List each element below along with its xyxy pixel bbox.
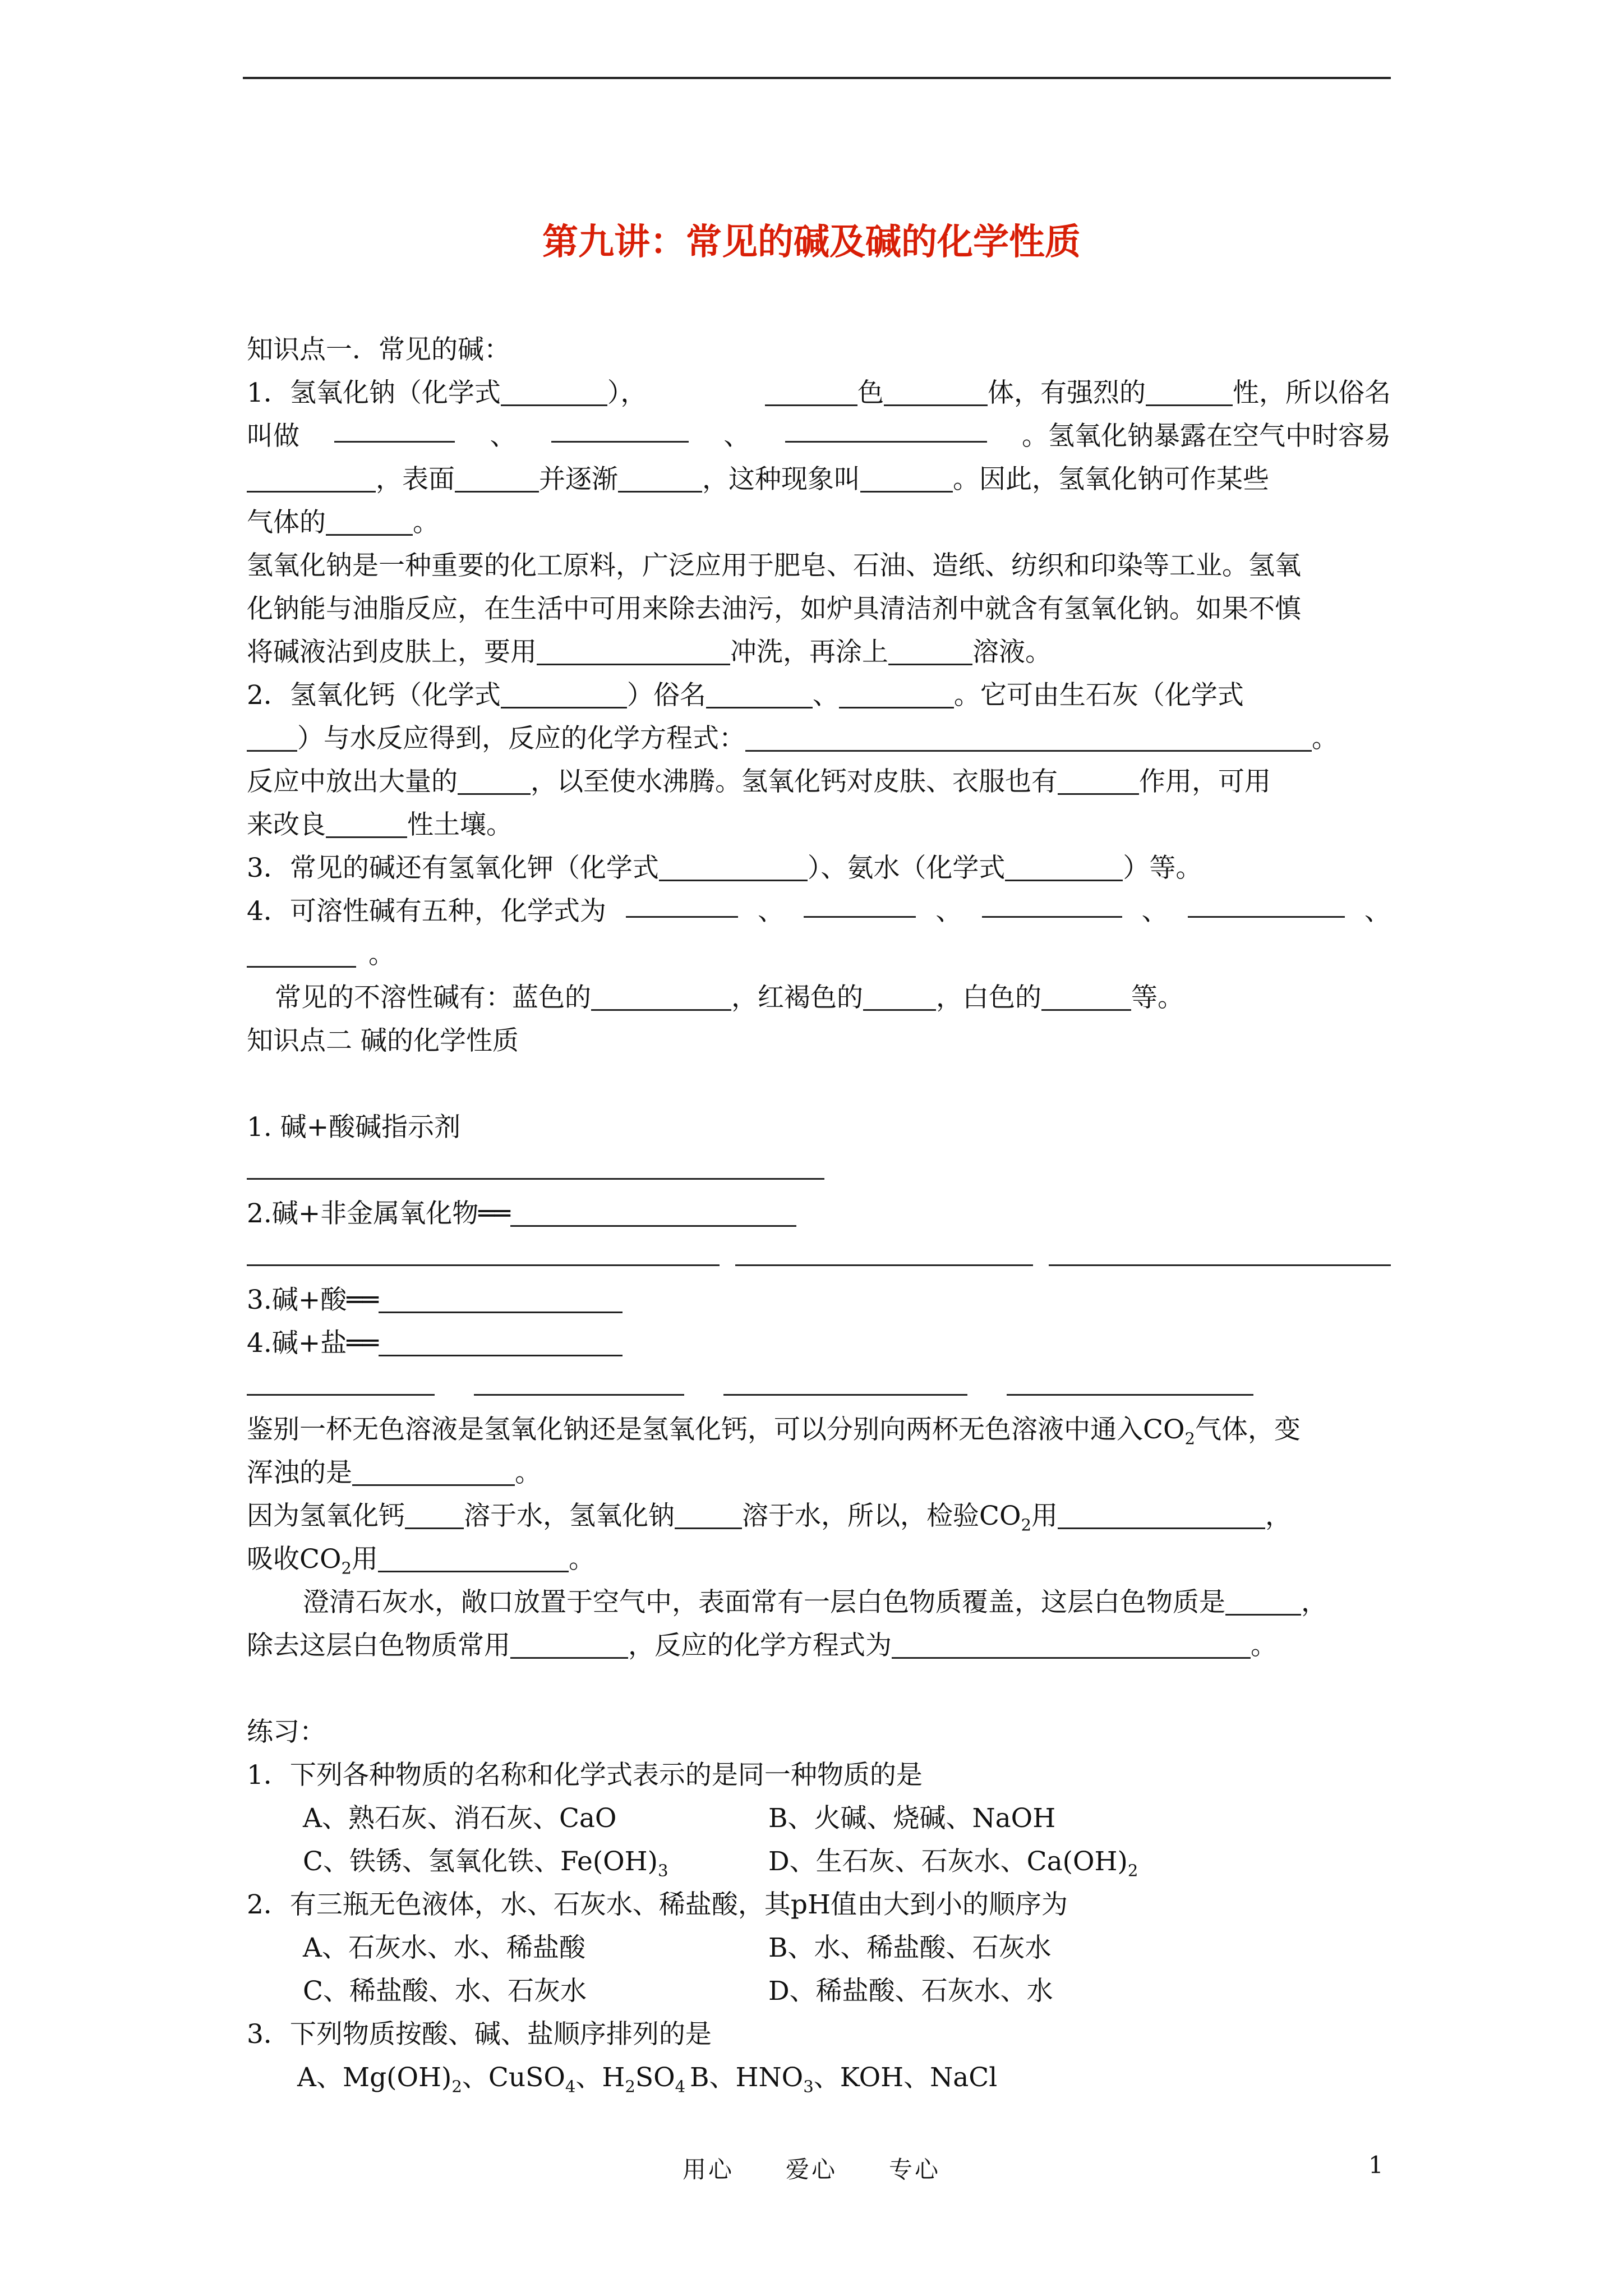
paragraph-1-line-4: 气体的 。 bbox=[247, 507, 439, 538]
blank[interactable] bbox=[551, 415, 689, 443]
blank[interactable] bbox=[1188, 890, 1345, 918]
blank[interactable] bbox=[591, 983, 731, 1011]
option[interactable]: C、稀盐酸、水、石灰水 bbox=[303, 1976, 587, 2007]
question-1-options-ab bbox=[247, 1797, 1391, 1840]
blank[interactable] bbox=[618, 464, 702, 493]
option[interactable]: A、石灰水、水、稀盐酸 bbox=[303, 1932, 585, 1963]
question-1-options-cd bbox=[247, 1840, 1391, 1883]
blank[interactable] bbox=[1005, 853, 1123, 881]
blank[interactable] bbox=[379, 1328, 623, 1356]
answer-line-row bbox=[247, 1149, 1391, 1192]
option[interactable]: A、$Mg(OH)_2$、CuSO$_4$、$H_2SO_4$ bbox=[297, 2062, 686, 2096]
blank[interactable] bbox=[537, 637, 730, 665]
blank[interactable] bbox=[659, 853, 808, 881]
blank[interactable] bbox=[626, 890, 738, 918]
blank[interactable] bbox=[839, 680, 954, 708]
blank[interactable] bbox=[745, 724, 1312, 752]
naoh-text-line-2: 化钠能与油脂反应，在生活中可用来除去油污，如炉具清洁剂中就含有氢氧化钠。如果不慎 bbox=[247, 593, 1301, 624]
blank[interactable] bbox=[458, 767, 531, 795]
answer-line[interactable] bbox=[723, 1393, 967, 1396]
question-2-options-ab bbox=[247, 1926, 1391, 1970]
blank[interactable] bbox=[1058, 1501, 1265, 1529]
paragraph-1-line-3: ，表面 并逐渐 ，这种现象叫 。因此，氢氧化钠可作某些 bbox=[247, 458, 1391, 501]
section-heading-2: 知识点二 碱的化学性质 bbox=[247, 1025, 519, 1056]
blank[interactable] bbox=[334, 415, 455, 443]
blank[interactable] bbox=[326, 810, 407, 838]
blank[interactable] bbox=[501, 378, 607, 406]
property-2: 2.碱+非金属氧化物══ bbox=[247, 1192, 1391, 1235]
page-number: 1 bbox=[1368, 2151, 1384, 2179]
answer-line[interactable] bbox=[474, 1393, 684, 1396]
question-2: 2．有三瓶无色液体，水、石灰水、稀盐酸，其pH值由大到小的顺序为 bbox=[247, 1889, 1068, 1920]
blank[interactable] bbox=[352, 1458, 515, 1486]
question-3: 3．下列物质按酸、碱、盐顺序排列的是 bbox=[247, 2019, 712, 2050]
answer-line[interactable] bbox=[1007, 1393, 1253, 1396]
paragraph-1-line-1: 1．氢氧化钠（化学式 ）， 色 体，有强烈的 性，所以俗名 bbox=[247, 378, 1391, 408]
blank[interactable] bbox=[405, 1501, 464, 1529]
blank[interactable] bbox=[1146, 378, 1233, 406]
section-heading-1: 知识点一．常见的碱： bbox=[247, 334, 510, 365]
blank[interactable] bbox=[510, 1199, 796, 1227]
option[interactable]: B、$HNO_3$、KOH、NaCl bbox=[690, 2062, 998, 2096]
property-1: 1. 碱+酸碱指示剂 bbox=[247, 1112, 461, 1143]
option[interactable]: D、稀盐酸、石灰水、水 bbox=[768, 1976, 1053, 2007]
answer-line-row bbox=[247, 1365, 1391, 1408]
identify-line-1: 鉴别一杯无色溶液是氢氧化钠还是氢氧化钙，可以分别向两杯无色溶液中通入$CO_2$气体，变 bbox=[247, 1414, 1301, 1448]
naoh-text-line-1: 氢氧化钠是一种重要的化工原料，广泛应用于肥皂、石油、造纸、纺织和印染等工业。氢氧 bbox=[247, 550, 1301, 581]
blank[interactable] bbox=[765, 378, 857, 406]
identify-line-2: 浑浊的是 。 bbox=[247, 1457, 541, 1488]
blank[interactable] bbox=[884, 378, 988, 406]
blank[interactable] bbox=[379, 1285, 623, 1313]
question-3-options bbox=[247, 2056, 1391, 2099]
answer-line[interactable] bbox=[247, 1264, 720, 1266]
paragraph-2-line-3: 反应中放出大量的 ，以至使水沸腾。氢氧化钙对皮肤、衣服也有 作用，可用 bbox=[247, 766, 1271, 797]
option[interactable]: B、火碱、烧碱、NaOH bbox=[768, 1803, 1056, 1834]
paragraph-1-line-2: 叫做 、 、 。氢氧化钠暴露在空气中时容易 bbox=[247, 415, 1391, 458]
paragraph-2-line-1: 2．氢氧化钙（化学式 ）俗名 、 。它可由生石灰（化学式 bbox=[247, 680, 1244, 711]
blank[interactable] bbox=[706, 680, 813, 708]
blank[interactable] bbox=[326, 508, 413, 536]
because-line-2: 吸收$CO_2$用 。 bbox=[247, 1544, 596, 1578]
answer-line-row bbox=[247, 1235, 1391, 1278]
document-body bbox=[247, 328, 1391, 2099]
blank[interactable] bbox=[378, 1544, 569, 1572]
page-footer: 用心 爱心 专心 bbox=[682, 2156, 940, 2183]
blank[interactable] bbox=[1225, 1588, 1301, 1616]
question-1: 1．下列各种物质的名称和化学式表示的是同一种物质的是 bbox=[247, 1760, 923, 1791]
blank[interactable] bbox=[860, 464, 953, 493]
blank[interactable] bbox=[455, 464, 539, 493]
property-4: 4.碱+盐══ bbox=[247, 1322, 1391, 1365]
blank[interactable] bbox=[863, 983, 936, 1011]
blank[interactable] bbox=[888, 637, 972, 665]
blank[interactable] bbox=[247, 940, 356, 968]
insoluble-bases-line: 常见的不溶性碱有：蓝色的 ，红褐色的 ，白色的 等。 bbox=[275, 982, 1184, 1013]
answer-line[interactable] bbox=[1049, 1264, 1391, 1266]
blank[interactable] bbox=[675, 1501, 742, 1529]
blank[interactable] bbox=[247, 724, 297, 752]
paragraph-2-line-4: 来改良 性土壤。 bbox=[247, 809, 513, 840]
limewater-line-2: 除去这层白色物质常用 ，反应的化学方程式为 。 bbox=[247, 1630, 1277, 1661]
blank[interactable] bbox=[247, 464, 376, 493]
limewater-line-1: 澄清石灰水，敞口放置于空气中，表面常有一层白色物质覆盖，这层白色物质是 ， bbox=[303, 1587, 1327, 1618]
blank[interactable] bbox=[982, 890, 1122, 918]
question-2-options-cd bbox=[247, 1970, 1391, 2013]
paragraph-4-line-1: 4．可溶性碱有五种，化学式为 、 、 、 、 bbox=[247, 890, 1391, 933]
exercise-heading: 练习： bbox=[247, 1717, 326, 1747]
paragraph-2-line-2: ）与水反应得到，反应的化学方程式： 。 bbox=[247, 717, 1391, 760]
header-rule bbox=[243, 77, 1391, 79]
option[interactable]: D、生石灰、石灰水、$Ca(OH)_2$ bbox=[768, 1846, 1138, 1880]
blank[interactable] bbox=[892, 1631, 1251, 1659]
blank[interactable] bbox=[1041, 983, 1131, 1011]
naoh-skin-line: 将碱液沾到皮肤上，要用 冲洗，再涂上 溶液。 bbox=[247, 637, 1052, 668]
blank[interactable] bbox=[785, 415, 987, 443]
blank[interactable] bbox=[804, 890, 916, 918]
option[interactable]: A、熟石灰、消石灰、CaO bbox=[303, 1803, 617, 1834]
blank[interactable] bbox=[1058, 767, 1139, 795]
property-3: 3.碱+酸══ bbox=[247, 1278, 1391, 1322]
option[interactable]: C、铁锈、氢氧化铁、$Fe(OH)_3$ bbox=[303, 1846, 668, 1880]
answer-line[interactable] bbox=[247, 1393, 435, 1396]
option[interactable]: B、水、稀盐酸、石灰水 bbox=[768, 1932, 1052, 1963]
page-title: 第九讲：常见的碱及碱的化学性质 bbox=[542, 221, 1081, 263]
answer-line[interactable] bbox=[247, 1177, 824, 1180]
paragraph-3: 3．常见的碱还有氢氧化钾（化学式 ）、氨水（化学式 ）等。 bbox=[247, 853, 1202, 884]
blank[interactable] bbox=[501, 680, 627, 708]
blank[interactable] bbox=[510, 1631, 628, 1659]
answer-line[interactable] bbox=[735, 1264, 1033, 1266]
because-line-1: 因为氢氧化钙 溶于水，氢氧化钠 溶于水，所以，检验$CO_2$用 ， bbox=[247, 1501, 1292, 1535]
paragraph-4-line-2: 。 bbox=[247, 933, 1391, 976]
